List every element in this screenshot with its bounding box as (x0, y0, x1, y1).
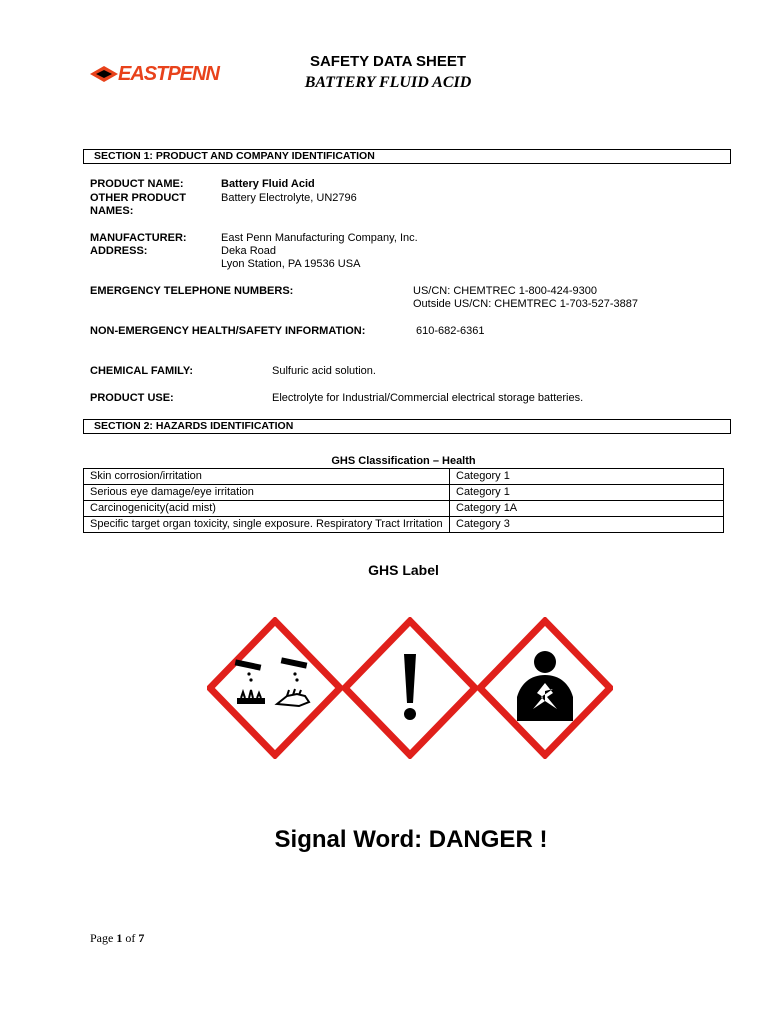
address-label: ADDRESS: (90, 245, 148, 257)
health-hazard-icon (480, 621, 610, 755)
ghs-pictograms (207, 617, 613, 759)
exclamation-mark-icon (345, 621, 475, 755)
manufacturer-value: East Penn Manufacturing Company, Inc. (221, 232, 418, 244)
hazard-cell: Specific target organ toxicity, single exposure. Respiratory Tract Irritation (84, 517, 450, 533)
emergency-phone-label: EMERGENCY TELEPHONE NUMBERS: (90, 285, 294, 297)
table-row (84, 485, 724, 501)
page-prefix: Page (90, 931, 117, 945)
east-penn-logo (90, 60, 219, 92)
address-line-2: Lyon Station, PA 19536 USA (221, 258, 361, 270)
manufacturer-label: MANUFACTURER: (90, 232, 187, 244)
other-names-value: Battery Electrolyte, UN2796 (221, 192, 357, 204)
table-row (84, 517, 724, 533)
logo-text: EASTPENN (118, 63, 219, 85)
other-names-label-line2: NAMES: (90, 205, 134, 217)
signal-word: Signal Word: DANGER ! (274, 826, 548, 853)
ghs-table-caption: GHS Classification – Health (331, 455, 476, 467)
logo-mark-icon (90, 64, 118, 84)
page-total: 7 (138, 931, 145, 945)
emergency-phone-outside: Outside US/CN: CHEMTREC 1-703-527-3887 (413, 298, 638, 310)
hazard-cell: Serious eye damage/eye irritation (84, 485, 450, 501)
table-row (84, 469, 724, 485)
category-cell: Category 1 (450, 469, 724, 485)
product-use-value: Electrolyte for Industrial/Commercial electrical storage batteries. (272, 392, 584, 404)
table-row (84, 501, 724, 517)
emergency-phone-us: US/CN: CHEMTREC 1-800-424-9300 (413, 285, 598, 297)
section-2-heading: SECTION 2: HAZARDS IDENTIFICATION (83, 419, 731, 434)
ghs-classification-table (83, 468, 724, 533)
non-emergency-label: NON-EMERGENCY HEALTH/SAFETY INFORMATION: (90, 325, 366, 337)
document-subtitle: BATTERY FLUID ACID (304, 74, 472, 91)
document-title: SAFETY DATA SHEET (309, 53, 467, 70)
page-separator: of (122, 931, 139, 945)
ghs-label-title: GHS Label (368, 562, 439, 578)
chemical-family-label: CHEMICAL FAMILY: (90, 365, 194, 377)
product-name-value: Battery Fluid Acid (221, 178, 315, 190)
other-names-label-line1: OTHER PRODUCT (90, 192, 186, 204)
page-number (90, 931, 144, 946)
product-name-label: PRODUCT NAME: (90, 178, 184, 190)
hazard-cell: Skin corrosion/irritation (84, 469, 450, 485)
section-1-heading: SECTION 1: PRODUCT AND COMPANY IDENTIFICATION (83, 149, 731, 164)
non-emergency-value: 610-682-6361 (416, 325, 485, 337)
product-use-label: PRODUCT USE: (90, 392, 174, 404)
category-cell: Category 3 (450, 517, 724, 533)
chemical-family-value: Sulfuric acid solution. (272, 365, 376, 377)
category-cell: Category 1 (450, 485, 724, 501)
hazard-cell: Carcinogenicity(acid mist) (84, 501, 450, 517)
address-line-1: Deka Road (221, 245, 277, 257)
page-current: 1 (116, 931, 123, 945)
corrosion-icon (210, 621, 340, 755)
category-cell: Category 1A (450, 501, 724, 517)
